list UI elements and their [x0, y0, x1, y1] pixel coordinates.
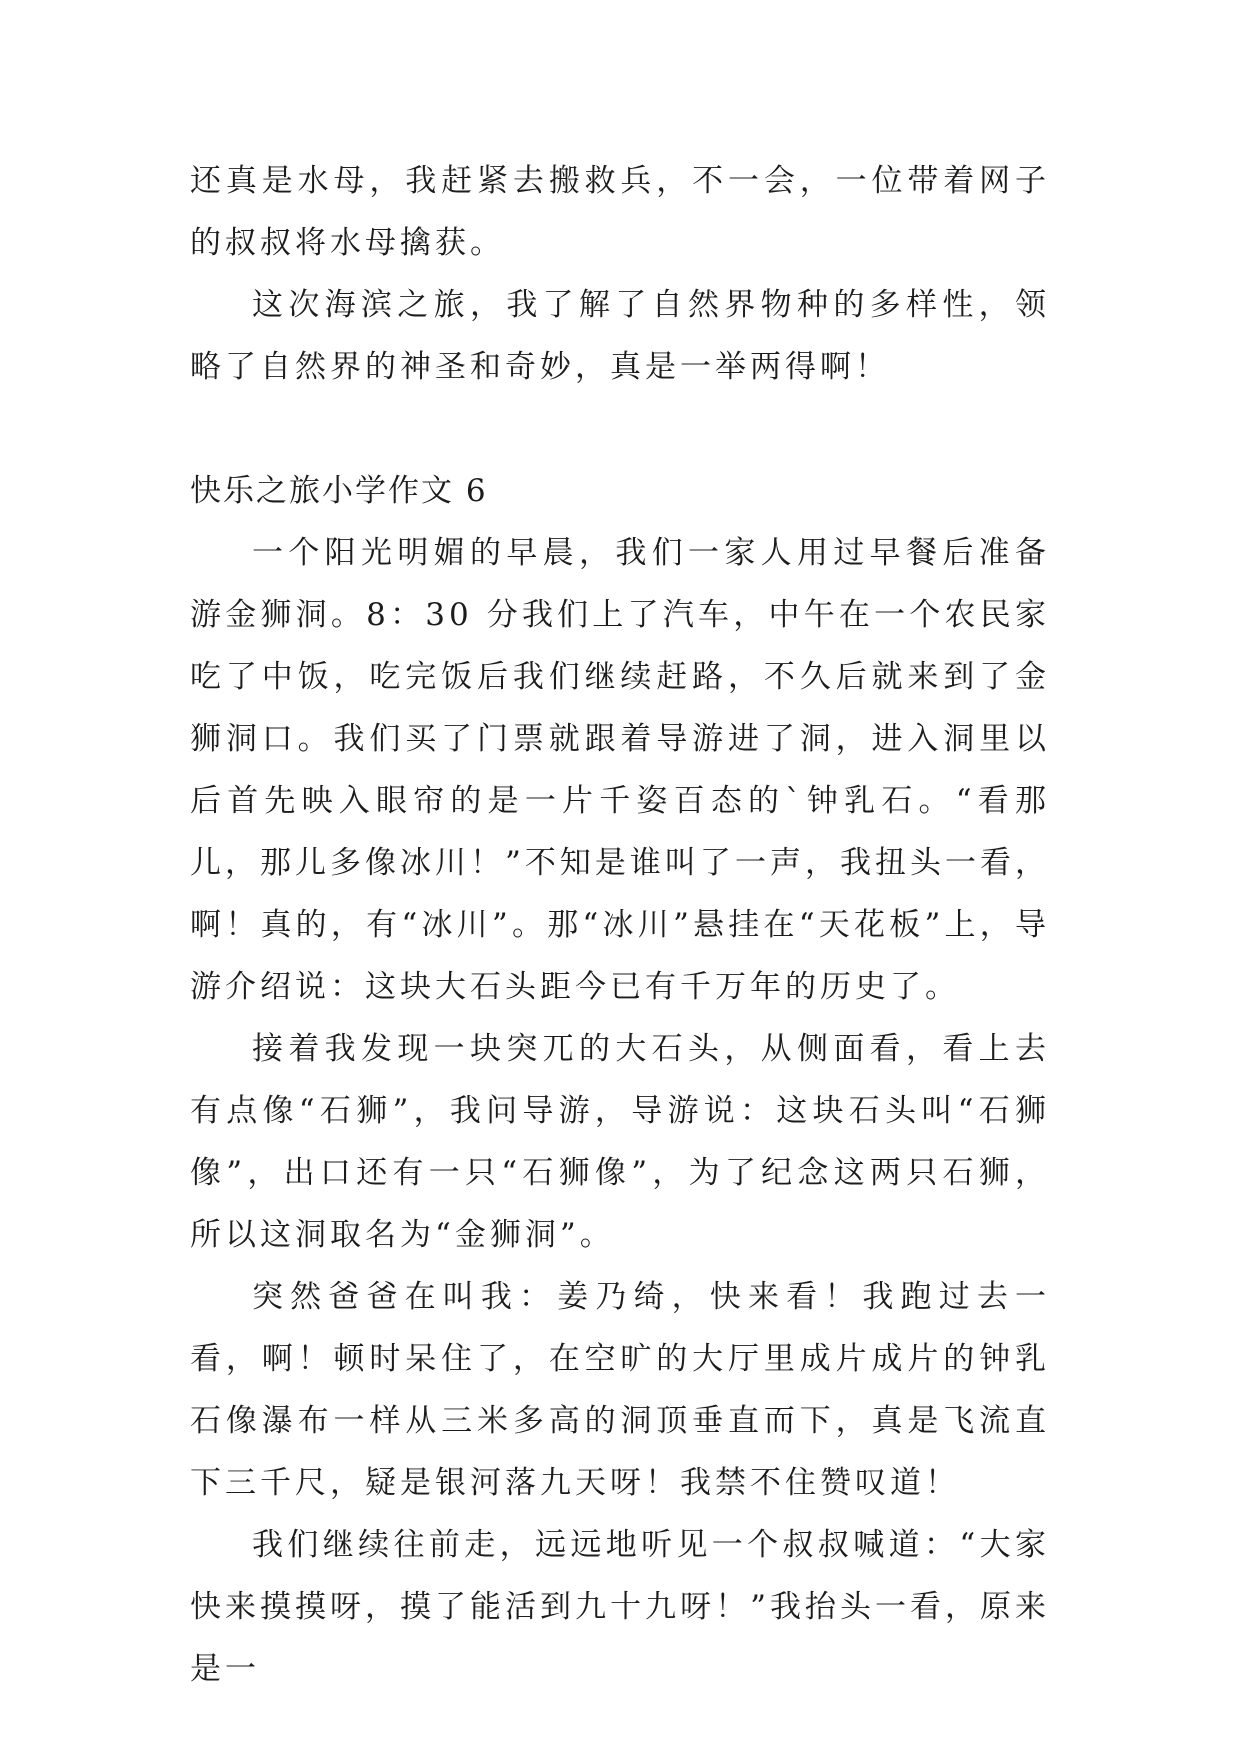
paragraph-2: 接着我发现一块突兀的大石头，从侧面看，看上去有点像“石狮”，我问导游，导游说：这块石头叫“石狮像”，出口还有一只“石狮像”，为了纪念这两只石狮，所以这洞取名为“金狮洞”。 [190, 1031, 1050, 1253]
paragraph-continued: 还真是水母，我赶紧去搬救兵，不一会，一位带着网子的叔叔将水母擒获。 [190, 163, 1050, 261]
document-page [190, 150, 1050, 1700]
paragraph-summary: 这次海滨之旅，我了解了自然界物种的多样性，领略了自然界的神圣和奇妙，真是一举两得啊！ [190, 287, 1050, 385]
paragraph-3: 突然爸爸在叫我：姜乃绮，快来看！我跑过去一看，啊！顿时呆住了，在空旷的大厅里成片成片的钟乳石像瀑布一样从三米多高的洞顶垂直而下，真是飞流直下三千尺，疑是银河落九天呀！我禁不住赞叹道！ [190, 1279, 1050, 1501]
section-title: 快乐之旅小学作文 6 [190, 473, 488, 509]
paragraph-1: 一个阳光明媚的早晨，我们一家人用过早餐后准备游金狮洞。8：30 分我们上了汽车，中午在一个农民家吃了中饭，吃完饭后我们继续赶路，不久后就来到了金狮洞口。我们买了门票就跟着导游进了洞，进入洞里以后首先映入眼帘的是一片千姿百态的`钟乳石。“看那儿，那儿多像冰川！”不知是谁叫了一声，我扭头一看，啊！真的，有“冰川”。那“冰川”悬挂在“天花板”上，导游介绍说：这块大石头距今已有千万年的历史了。 [190, 535, 1050, 1005]
paragraph-4: 我们继续往前走，远远地听见一个叔叔喊道：“大家快来摸摸呀，摸了能活到九十九呀！”我抬头一看，原来是一 [190, 1527, 1050, 1687]
